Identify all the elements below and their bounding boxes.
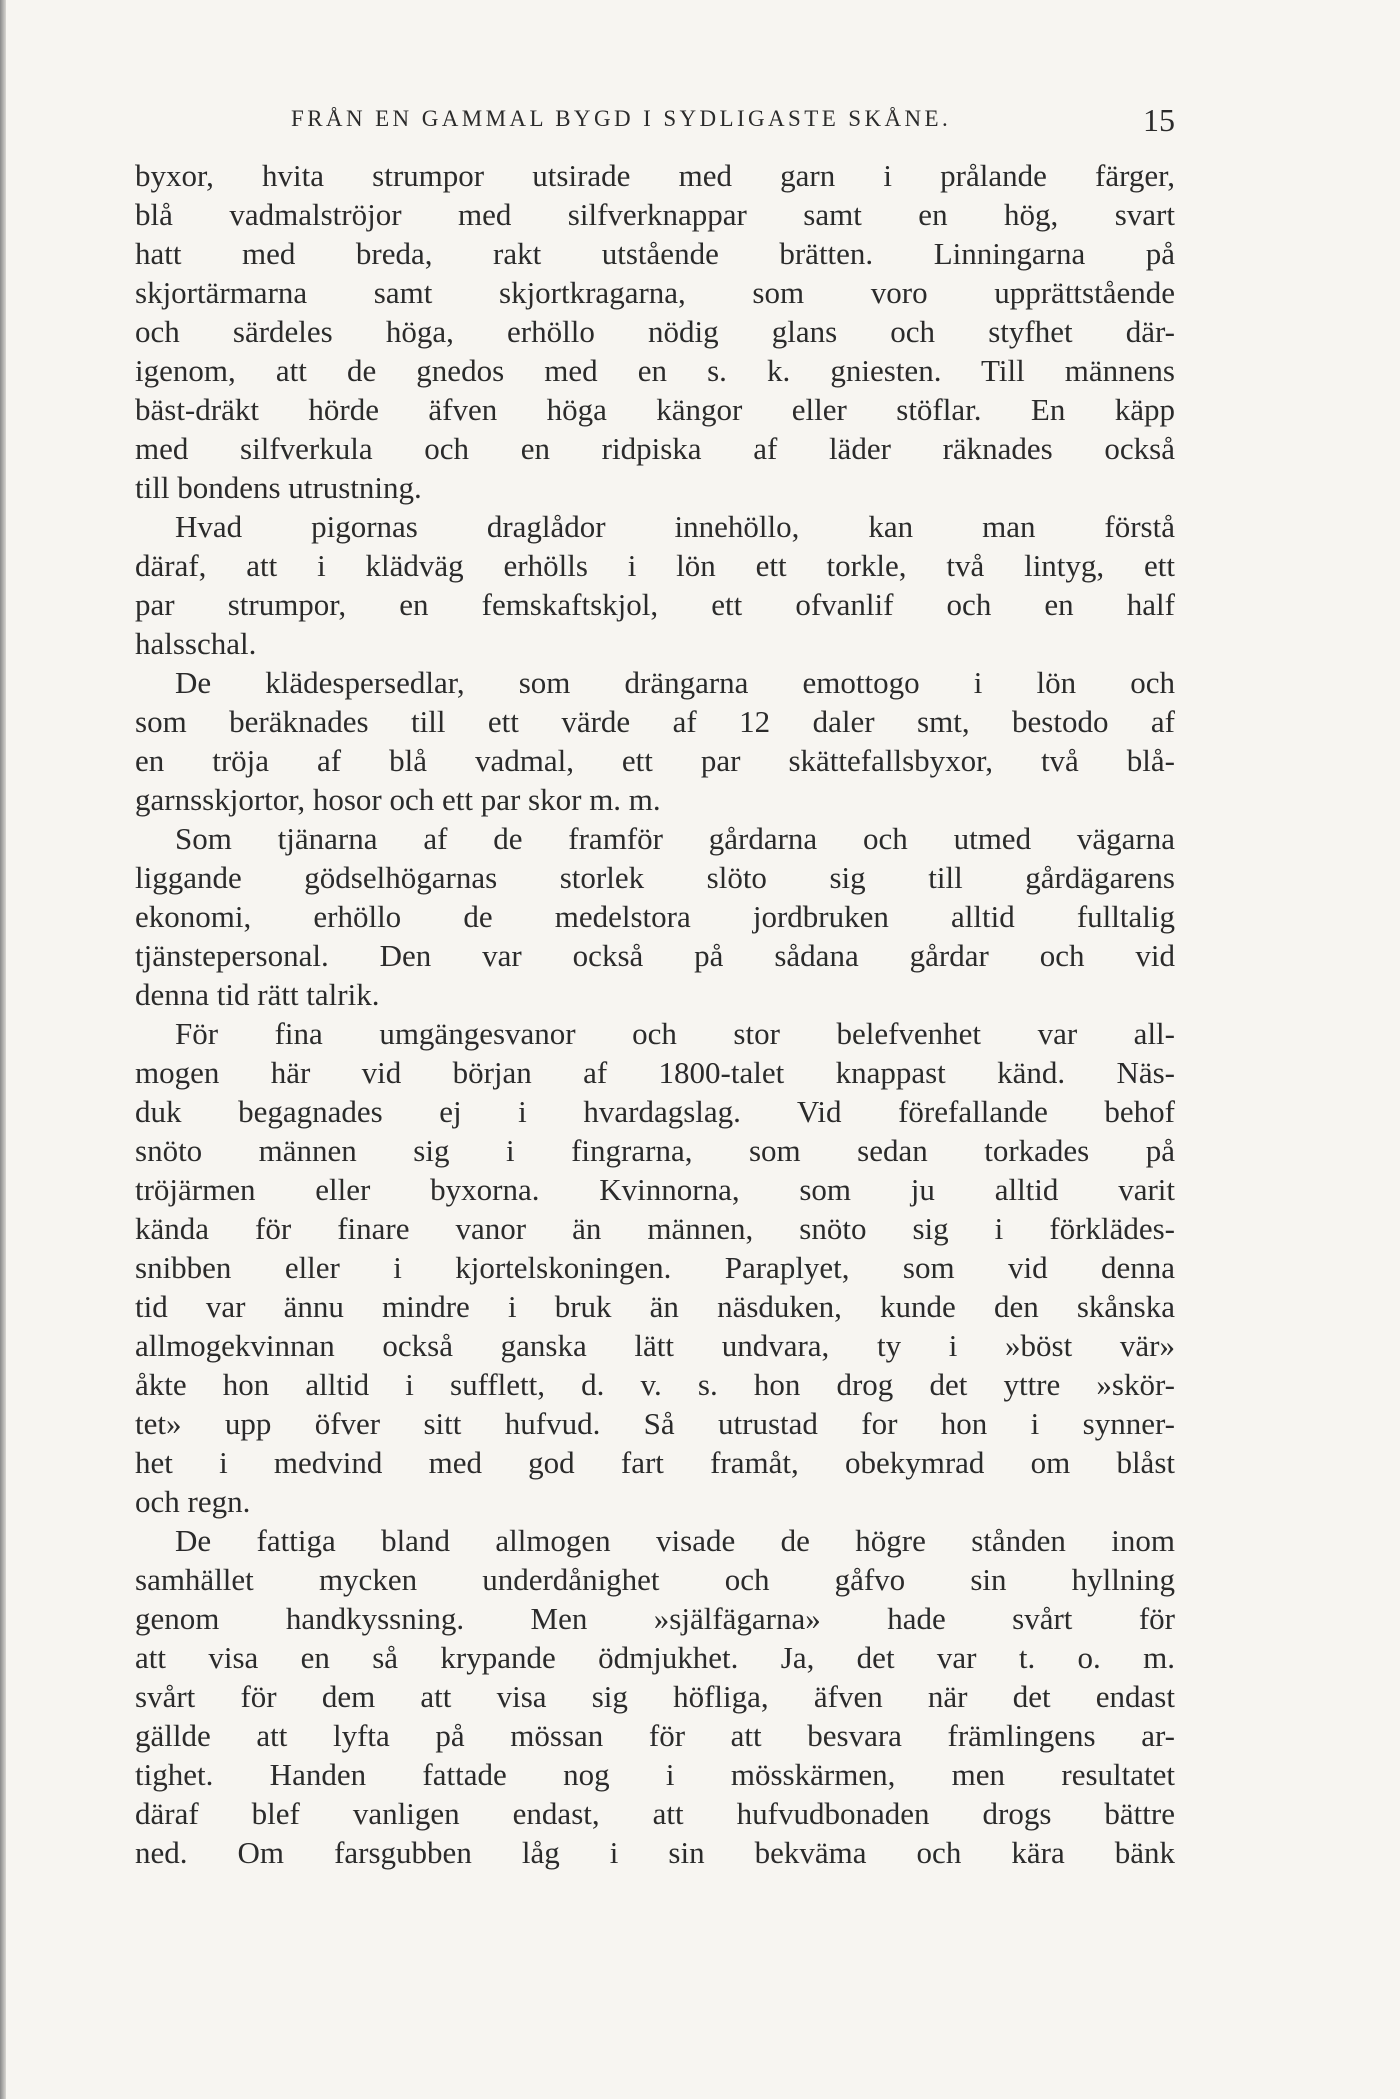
text-line: snöto männen sig i fingrarna, som sedan torkades på [135,1133,1175,1168]
text-line: mogen här vid början af 1800-talet knappast känd. Näs- [135,1055,1175,1090]
text-line: gällde att lyfta på mössan för att besvara främlingens ar- [135,1718,1175,1753]
text-line: par strumpor, en femskaftskjol, ett ofvanlif och en half [135,587,1175,622]
text-line: ned. Om farsgubben låg i sin bekväma och kära bänk [135,1835,1175,1870]
page-edge [0,0,6,2099]
text-line: Som tjänarna af de framför gårdarna och utmed vägarna [175,821,1175,856]
text-line: ekonomi, erhöllo de medelstora jordbruken alltid fulltalig [135,899,1175,934]
text-line: och särdeles höga, erhöllo nödig glans och styfhet där- [135,314,1175,349]
text-line: som beräknades till ett värde af 12 daler smt, bestodo af [135,704,1175,739]
body-text [135,156,1175,1872]
page-number: 15 [1143,102,1175,138]
text-line: hatt med breda, rakt utstående brätten. Linningarna på [135,236,1175,271]
text-line: duk begagnades ej i hvardagslag. Vid förefallande behof [135,1094,1175,1129]
text-line: igenom, att de gnedos med en s. k. gniesten. Till männens [135,353,1175,388]
text-line: däraf blef vanligen endast, att hufvudbonaden drogs bättre [135,1796,1175,1831]
text-line: genom handkyssning. Men »själfägarna» hade svårt för [135,1601,1175,1636]
text-line: åkte hon alltid i sufflett, d. v. s. hon drog det yttre »skör- [135,1367,1175,1402]
text-line: tid var ännu mindre i bruk än näsduken, kunde den skånska [135,1289,1175,1324]
text-line: byxor, hvita strumpor utsirade med garn i prålande färger, [135,158,1175,193]
page-header [135,102,1175,146]
text-line: att visa en så krypande ödmjukhet. Ja, det var t. o. m. [135,1640,1175,1675]
text-line: denna tid rätt talrik. [135,977,380,1012]
text-line: het i medvind med god fart framåt, obekymrad om blåst [135,1445,1175,1480]
text-line: tighet. Handen fattade nog i mösskärmen, men resultatet [135,1757,1175,1792]
text-line: halsschal. [135,626,257,661]
text-line: snibben eller i kjortelskoningen. Paraplyet, som vid denna [135,1250,1175,1285]
text-line: blå vadmalströjor med silfverknappar samt en hög, svart [135,197,1175,232]
text-line: Hvad pigornas draglådor innehöllo, kan man förstå [175,509,1175,544]
text-line: och regn. [135,1484,251,1519]
text-line: bäst-dräkt hörde äfven höga kängor eller stöflar. En käpp [135,392,1175,427]
text-line: liggande gödselhögarnas storlek slöto sig till gårdägarens [135,860,1175,895]
text-line: garnsskjortor, hosor och ett par skor m. m. [135,782,661,817]
text-line: till bondens utrustning. [135,470,422,505]
text-line: samhället mycken underdånighet och gåfvo sin hyllning [135,1562,1175,1597]
text-line: en tröja af blå vadmal, ett par skättefallsbyxor, två blå- [135,743,1175,778]
text-line: tjänstepersonal. Den var också på sådana gårdar och vid [135,938,1175,973]
text-line: svårt för dem att visa sig höfliga, äfven när det endast [135,1679,1175,1714]
text-line: tet» upp öfver sitt hufvud. Så utrustad for hon i synner- [135,1406,1175,1441]
text-line: De klädespersedlar, som drängarna emottogo i lön och [175,665,1175,700]
text-line: allmogekvinnan också ganska lätt undvara, ty i »böst vär» [135,1328,1175,1363]
text-line: tröjärmen eller byxorna. Kvinnorna, som ju alltid varit [135,1172,1175,1207]
text-line: kända för finare vanor än männen, snöto sig i förklädes- [135,1211,1175,1246]
text-line: med silfverkula och en ridpiska af läder räknades också [135,431,1175,466]
running-title: FRÅN EN GAMMAL BYGD I SYDLIGASTE SKÅNE. [291,106,952,131]
text-line: skjortärmarna samt skjortkragarna, som voro upprättstående [135,275,1175,310]
text-line: däraf, att i klädväg erhölls i lön ett torkle, två lintyg, ett [135,548,1175,583]
text-line: För fina umgängesvanor och stor belefvenhet var all- [175,1016,1175,1051]
text-line: De fattiga bland allmogen visade de högre stånden inom [175,1523,1175,1558]
